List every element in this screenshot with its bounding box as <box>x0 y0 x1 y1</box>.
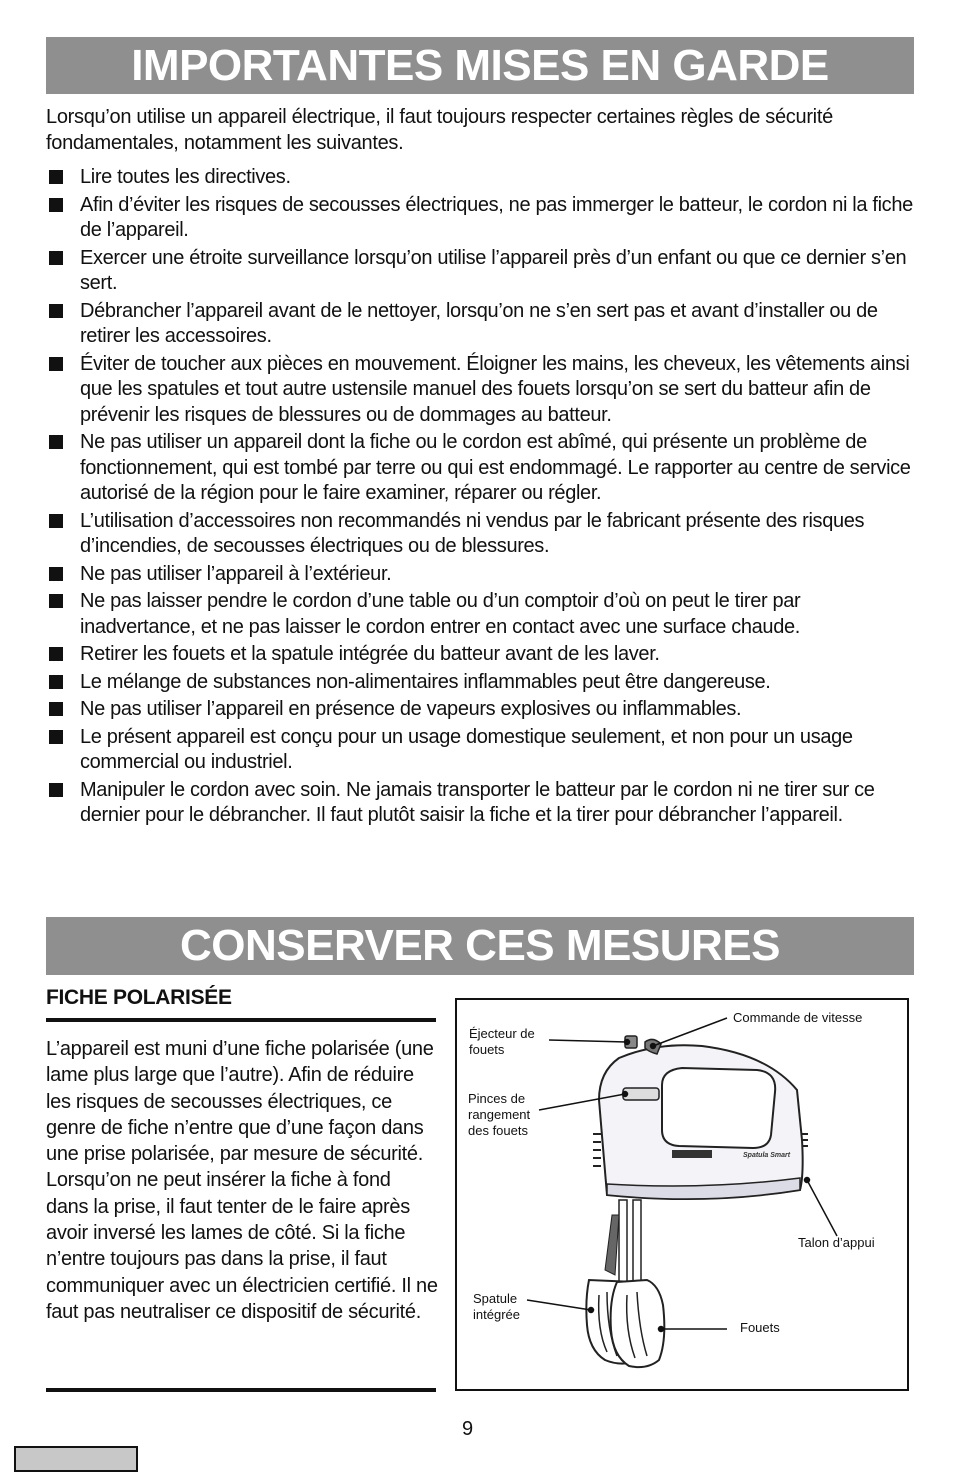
list-item: Ne pas utiliser l’appareil en présence de vapeurs explosives ou inflammables. <box>46 697 914 723</box>
list-item: Afin d’éviter les risques de secousses électriques, ne pas immerger le batteur, le cordon ni la fiche de l’appareil. <box>46 193 914 244</box>
list-item: Lire toutes les directives. <box>46 165 914 191</box>
spatula-arm <box>605 1215 619 1275</box>
beater-shaft <box>633 1200 641 1285</box>
bullet-square-icon <box>49 198 63 212</box>
bullet-square-icon <box>49 435 63 449</box>
divider <box>46 1018 436 1022</box>
storage-clip <box>623 1088 659 1100</box>
bullet-square-icon <box>49 251 63 265</box>
list-item: Ne pas laisser pendre le cordon d’une table ou d’un comptoir d’où on peut le tirer par inadvertance, et ne pas laisser le cordon entrer en contact avec une surface chaude. <box>46 589 914 640</box>
handle-opening <box>662 1068 775 1148</box>
label-beaters: Fouets <box>740 1320 780 1335</box>
divider <box>46 1388 436 1392</box>
list-item: Ne pas utiliser l’appareil à l’extérieur. <box>46 562 914 588</box>
bullet-square-icon <box>49 783 63 797</box>
section-title-fiche-polarisee: FICHE POLARISÉE <box>46 986 232 1009</box>
beater-shaft <box>619 1200 627 1285</box>
safety-rules-list <box>46 165 914 831</box>
hand-mixer-illustration <box>457 1000 907 1389</box>
bullet-square-icon <box>49 647 63 661</box>
list-item: Manipuler le cordon avec soin. Ne jamais transporter le batteur par le cordon ni ne tirer sur ce dernier pour le débrancher. Il faut plutôt saisir la fiche et la tirer pour débrancher l’appareil. <box>46 778 914 829</box>
mixer-diagram <box>455 998 909 1391</box>
bullet-square-icon <box>49 170 63 184</box>
bullet-square-icon <box>49 514 63 528</box>
list-item: Exercer une étroite surveillance lorsqu’on utilise l’appareil près d’un enfant ou que ce dernier s’en sert. <box>46 246 914 297</box>
label-spatula: Spatule intégrée <box>473 1291 520 1322</box>
label-heel-rest: Talon d’appui <box>798 1235 875 1250</box>
bullet-square-icon <box>49 357 63 371</box>
brand-text: Spatula Smart <box>743 1152 791 1159</box>
bullet-square-icon <box>49 730 63 744</box>
heading-importantes-mises-en-garde: IMPORTANTES MISES EN GARDE <box>46 37 914 94</box>
bullet-square-icon <box>49 675 63 689</box>
label-storage-clips: Pinces de rangement des fouets <box>468 1091 531 1138</box>
list-item: Éviter de toucher aux pièces en mouvement. Éloigner les mains, les cheveux, les vêtements ainsi que les spatules et tout autre ustensile manuel des fouets lorsqu’on se sert du batteur afin de prévenir les risques de blessures ou de dommages au batteur. <box>46 352 914 429</box>
page-number: 9 <box>462 1418 474 1440</box>
label-speed-control: Commande de vitesse <box>733 1010 863 1025</box>
bullet-square-icon <box>49 702 63 716</box>
list-item: Le présent appareil est conçu pour un usage domestique seulement, et non pour un usage commercial ou industriel. <box>46 725 914 776</box>
list-item: Le mélange de substances non-alimentaires inflammables peut être dangereuse. <box>46 670 914 696</box>
corner-tab <box>14 1446 138 1472</box>
list-item: Débrancher l’appareil avant de le nettoyer, lorsqu’on ne s’en sert pas et avant d’installer ou de retirer les accessoires. <box>46 299 914 350</box>
list-item: L’utilisation d’accessoires non recommandés ni vendus par le fabricant présente des risques d’incendies, de secousses électriques ou de blessures. <box>46 509 914 560</box>
heading-conserver-ces-mesures: CONSERVER CES MESURES <box>46 917 914 975</box>
list-item: Ne pas utiliser un appareil dont la fiche ou le cordon est abîmé, qui présente un problème de fonctionnement, qui est tombé par terre ou qui est endommagé. Le rapporter au centre de service autorisé de la région pour le faire examiner, réparer ou régler. <box>46 430 914 507</box>
label-ejector: Éjecteur de fouets <box>469 1026 535 1057</box>
brand-logo <box>672 1150 712 1158</box>
intro-paragraph: Lorsqu’on utilise un appareil électrique, il faut toujours respecter certaines règles de sécurité fondamentales, notamment les suivantes. <box>46 106 833 154</box>
polarized-plug-paragraph: L’appareil est muni d’une fiche polarisée (une lame plus large que l’autre). Afin de réduire les risques de secousses électriques, ce genre de fiche n’entre que d’une façon dans une prise polarisée, par mesure de sécurité. Lorsqu’on ne peut insérer la fiche à fond dans la prise, il faut tenter de le faire après avoir inversé les lames de côté. Si la fiche n’entre toujours pas dans la prise, il faut communiquer avec un électricien certifié. Il ne faut pas neutraliser ce dispositif de sécurité. <box>46 1038 438 1323</box>
bullet-square-icon <box>49 594 63 608</box>
bullet-square-icon <box>49 304 63 318</box>
list-item: Retirer les fouets et la spatule intégrée du batteur avant de les laver. <box>46 642 914 668</box>
bullet-square-icon <box>49 567 63 581</box>
